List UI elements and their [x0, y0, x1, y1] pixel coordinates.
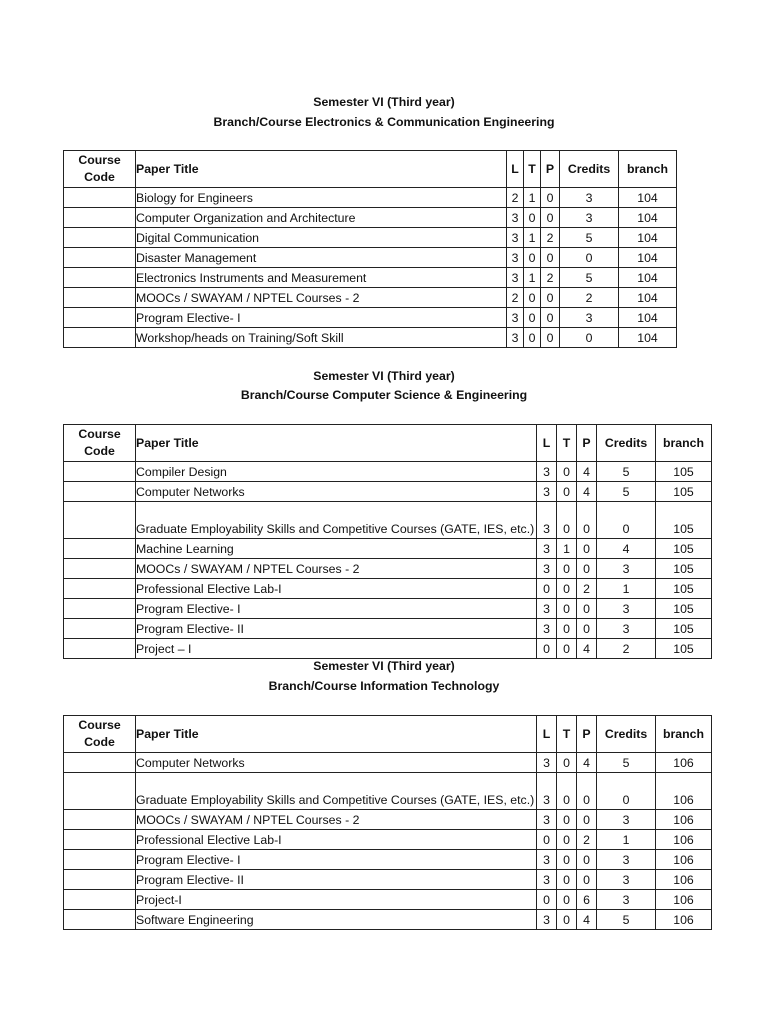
p-cell: 0 — [577, 539, 597, 559]
table-row — [64, 773, 712, 810]
l-cell: 0 — [537, 639, 557, 659]
l-cell: 3 — [507, 308, 524, 328]
credits-cell: 0 — [597, 502, 656, 539]
l-cell: 3 — [537, 753, 557, 773]
course-code-header: Course Code — [64, 716, 136, 753]
table-row — [64, 619, 712, 639]
paper-title-cell: Digital Communication — [136, 228, 507, 248]
course-code-cell — [64, 559, 136, 579]
t-cell: 0 — [557, 619, 577, 639]
l-header: L — [537, 425, 557, 462]
branch-cell: 105 — [656, 639, 712, 659]
table-row — [64, 890, 712, 910]
table-row — [64, 268, 677, 288]
branch-course-heading: Branch/Course Information Technology — [268, 679, 500, 693]
course-code-cell — [64, 188, 136, 208]
credits-cell: 2 — [560, 288, 619, 308]
branch-cell: 106 — [656, 890, 712, 910]
l-cell: 0 — [537, 579, 557, 599]
table-row — [64, 599, 712, 619]
paper-title-cell: Workshop/heads on Training/Soft Skill — [136, 328, 507, 348]
branch-cell: 105 — [656, 462, 712, 482]
paper-title-cell: MOOCs / SWAYAM / NPTEL Courses - 2 — [136, 288, 507, 308]
paper-title-cell: Software Engineering — [136, 910, 537, 930]
course-code-cell — [64, 619, 136, 639]
l-cell: 3 — [537, 850, 557, 870]
t-cell: 0 — [557, 910, 577, 930]
l-cell: 3 — [537, 870, 557, 890]
table-row — [64, 328, 677, 348]
p-cell: 0 — [577, 599, 597, 619]
branch-header: branch — [656, 716, 712, 753]
t-cell: 1 — [524, 188, 541, 208]
l-cell: 3 — [537, 482, 557, 502]
table-row — [64, 579, 712, 599]
course-code-cell — [64, 462, 136, 482]
credits-cell: 5 — [597, 462, 656, 482]
paper-title-cell: Biology for Engineers — [136, 188, 507, 208]
t-cell: 0 — [557, 753, 577, 773]
paper-title-cell: Program Elective- I — [136, 850, 537, 870]
branch-cell: 104 — [619, 188, 677, 208]
credits-header: Credits — [597, 716, 656, 753]
branch-course-heading: Branch/Course Computer Science & Engineering — [240, 388, 528, 402]
credits-cell: 3 — [560, 188, 619, 208]
p-cell: 4 — [577, 639, 597, 659]
course-code-header: Course Code — [64, 425, 136, 462]
table-header-row — [64, 425, 712, 462]
semester-heading: Semester VI (Third year) — [313, 95, 455, 109]
credits-cell: 1 — [597, 830, 656, 850]
t-header: T — [557, 716, 577, 753]
p-cell: 6 — [577, 890, 597, 910]
p-cell: 0 — [577, 502, 597, 539]
l-cell: 3 — [507, 328, 524, 348]
l-cell: 2 — [507, 188, 524, 208]
paper-title-cell: MOOCs / SWAYAM / NPTEL Courses - 2 — [136, 810, 537, 830]
branch-cell: 105 — [656, 599, 712, 619]
branch-cell: 105 — [656, 482, 712, 502]
credits-cell: 0 — [597, 773, 656, 810]
l-cell: 0 — [537, 830, 557, 850]
branch-cell: 104 — [619, 268, 677, 288]
p-header: P — [577, 716, 597, 753]
paper-title-cell: MOOCs / SWAYAM / NPTEL Courses - 2 — [136, 559, 537, 579]
t-cell: 0 — [557, 850, 577, 870]
branch-cell: 105 — [656, 559, 712, 579]
credits-cell: 1 — [597, 579, 656, 599]
credits-cell: 5 — [560, 228, 619, 248]
p-header: P — [577, 425, 597, 462]
table-row — [64, 850, 712, 870]
paper-title-cell: Professional Elective Lab-I — [136, 579, 537, 599]
table-row — [64, 910, 712, 930]
branch-cell: 104 — [619, 248, 677, 268]
paper-title-cell: Electronics Instruments and Measurement — [136, 268, 507, 288]
p-cell: 2 — [577, 579, 597, 599]
paper-title-header: Paper Title — [136, 425, 537, 462]
p-cell: 0 — [541, 288, 560, 308]
table-row — [64, 288, 677, 308]
p-cell: 2 — [577, 830, 597, 850]
l-cell: 3 — [537, 502, 557, 539]
course-table — [63, 424, 712, 659]
table-header-row — [64, 716, 712, 753]
paper-title-header: Paper Title — [136, 151, 507, 188]
course-code-cell — [64, 850, 136, 870]
paper-title-cell: Machine Learning — [136, 539, 537, 559]
table-row — [64, 462, 712, 482]
t-cell: 0 — [557, 462, 577, 482]
course-code-cell — [64, 308, 136, 328]
paper-title-cell: Program Elective- I — [136, 599, 537, 619]
p-cell: 2 — [541, 228, 560, 248]
course-code-cell — [64, 288, 136, 308]
branch-cell: 105 — [656, 539, 712, 559]
course-code-cell — [64, 910, 136, 930]
paper-title-cell: Computer Networks — [136, 753, 537, 773]
l-cell: 3 — [507, 268, 524, 288]
credits-cell: 3 — [597, 559, 656, 579]
l-cell: 3 — [537, 773, 557, 810]
branch-cell: 105 — [656, 502, 712, 539]
credits-cell: 3 — [560, 208, 619, 228]
credits-header: Credits — [597, 425, 656, 462]
branch-course-heading: Branch/Course Electronics & Communication Engineering — [213, 115, 555, 129]
t-cell: 0 — [557, 482, 577, 502]
table-row — [64, 753, 712, 773]
course-code-cell — [64, 268, 136, 288]
course-code-cell — [64, 208, 136, 228]
p-cell: 0 — [541, 188, 560, 208]
course-code-cell — [64, 830, 136, 850]
table-row — [64, 559, 712, 579]
paper-title-cell: Graduate Employability Skills and Competitive Courses (GATE, IES, etc.) — [136, 502, 537, 539]
p-cell: 4 — [577, 482, 597, 502]
paper-title-cell: Project-I — [136, 890, 537, 910]
table-row — [64, 830, 712, 850]
t-cell: 1 — [524, 268, 541, 288]
p-header: P — [541, 151, 560, 188]
course-code-cell — [64, 328, 136, 348]
branch-cell: 106 — [656, 773, 712, 810]
branch-cell: 104 — [619, 228, 677, 248]
table-header-row — [64, 151, 677, 188]
p-cell: 0 — [577, 619, 597, 639]
paper-title-cell: Compiler Design — [136, 462, 537, 482]
l-cell: 2 — [507, 288, 524, 308]
paper-title-cell: Disaster Management — [136, 248, 507, 268]
t-header: T — [557, 425, 577, 462]
course-table — [63, 715, 712, 930]
credits-cell: 5 — [560, 268, 619, 288]
paper-title-cell: Project – I — [136, 639, 537, 659]
branch-cell: 105 — [656, 619, 712, 639]
table-row — [64, 228, 677, 248]
l-cell: 3 — [537, 559, 557, 579]
course-code-cell — [64, 579, 136, 599]
t-cell: 0 — [557, 773, 577, 810]
credits-cell: 3 — [597, 810, 656, 830]
branch-cell: 106 — [656, 910, 712, 930]
credits-cell: 4 — [597, 539, 656, 559]
t-cell: 0 — [557, 890, 577, 910]
p-cell: 2 — [541, 268, 560, 288]
branch-cell: 104 — [619, 328, 677, 348]
semester-heading: Semester VI (Third year) — [313, 369, 455, 383]
p-cell: 0 — [577, 810, 597, 830]
course-code-cell — [64, 810, 136, 830]
l-cell: 3 — [537, 810, 557, 830]
branch-header: branch — [656, 425, 712, 462]
course-code-cell — [64, 753, 136, 773]
course-table — [63, 150, 677, 348]
t-cell: 0 — [557, 830, 577, 850]
credits-header: Credits — [560, 151, 619, 188]
table-row — [64, 870, 712, 890]
table-row — [64, 539, 712, 559]
t-cell: 0 — [557, 579, 577, 599]
p-cell: 0 — [541, 248, 560, 268]
table-row — [64, 308, 677, 328]
p-cell: 0 — [577, 870, 597, 890]
course-code-cell — [64, 502, 136, 539]
paper-title-cell: Graduate Employability Skills and Competitive Courses (GATE, IES, etc.) — [136, 773, 537, 810]
t-cell: 0 — [557, 810, 577, 830]
t-cell: 0 — [524, 208, 541, 228]
branch-cell: 106 — [656, 830, 712, 850]
credits-cell: 3 — [597, 599, 656, 619]
credits-cell: 3 — [560, 308, 619, 328]
t-cell: 0 — [557, 599, 577, 619]
l-header: L — [537, 716, 557, 753]
course-code-cell — [64, 539, 136, 559]
t-cell: 1 — [557, 539, 577, 559]
p-cell: 4 — [577, 753, 597, 773]
t-cell: 0 — [557, 502, 577, 539]
paper-title-header: Paper Title — [136, 716, 537, 753]
course-code-cell — [64, 599, 136, 619]
branch-cell: 106 — [656, 850, 712, 870]
branch-cell: 106 — [656, 870, 712, 890]
t-cell: 0 — [524, 328, 541, 348]
l-cell: 3 — [537, 539, 557, 559]
table-row — [64, 502, 712, 539]
t-cell: 0 — [557, 639, 577, 659]
table-row — [64, 810, 712, 830]
course-code-header: Course Code — [64, 151, 136, 188]
branch-cell: 104 — [619, 208, 677, 228]
t-cell: 0 — [524, 288, 541, 308]
credits-cell: 5 — [597, 482, 656, 502]
p-cell: 4 — [577, 910, 597, 930]
l-cell: 3 — [537, 599, 557, 619]
paper-title-cell: Computer Organization and Architecture — [136, 208, 507, 228]
l-cell: 3 — [537, 910, 557, 930]
l-cell: 3 — [507, 228, 524, 248]
course-code-cell — [64, 773, 136, 810]
t-cell: 0 — [557, 559, 577, 579]
branch-cell: 106 — [656, 753, 712, 773]
p-cell: 0 — [541, 308, 560, 328]
semester-heading: Semester VI (Third year) — [313, 659, 455, 673]
branch-cell: 106 — [656, 810, 712, 830]
course-code-cell — [64, 870, 136, 890]
credits-cell: 3 — [597, 619, 656, 639]
credits-cell: 3 — [597, 850, 656, 870]
l-cell: 3 — [507, 248, 524, 268]
credits-cell: 5 — [597, 910, 656, 930]
p-cell: 0 — [577, 559, 597, 579]
course-code-cell — [64, 890, 136, 910]
credits-cell: 3 — [597, 870, 656, 890]
t-header: T — [524, 151, 541, 188]
course-code-cell — [64, 228, 136, 248]
credits-cell: 3 — [597, 890, 656, 910]
t-cell: 1 — [524, 228, 541, 248]
p-cell: 0 — [577, 850, 597, 870]
credits-cell: 0 — [560, 328, 619, 348]
t-cell: 0 — [557, 870, 577, 890]
l-cell: 3 — [537, 462, 557, 482]
course-code-cell — [64, 482, 136, 502]
credits-cell: 0 — [560, 248, 619, 268]
paper-title-cell: Program Elective- II — [136, 870, 537, 890]
l-header: L — [507, 151, 524, 188]
p-cell: 0 — [541, 328, 560, 348]
course-code-cell — [64, 248, 136, 268]
table-row — [64, 208, 677, 228]
credits-cell: 5 — [597, 753, 656, 773]
t-cell: 0 — [524, 308, 541, 328]
paper-title-cell: Program Elective- I — [136, 308, 507, 328]
branch-cell: 104 — [619, 308, 677, 328]
branch-cell: 105 — [656, 579, 712, 599]
table-row — [64, 248, 677, 268]
table-row — [64, 482, 712, 502]
p-cell: 4 — [577, 462, 597, 482]
paper-title-cell: Program Elective- II — [136, 619, 537, 639]
paper-title-cell: Computer Networks — [136, 482, 537, 502]
table-row — [64, 188, 677, 208]
branch-header: branch — [619, 151, 677, 188]
branch-cell: 104 — [619, 288, 677, 308]
l-cell: 3 — [507, 208, 524, 228]
credits-cell: 2 — [597, 639, 656, 659]
l-cell: 0 — [537, 890, 557, 910]
t-cell: 0 — [524, 248, 541, 268]
p-cell: 0 — [541, 208, 560, 228]
paper-title-cell: Professional Elective Lab-I — [136, 830, 537, 850]
p-cell: 0 — [577, 773, 597, 810]
l-cell: 3 — [537, 619, 557, 639]
